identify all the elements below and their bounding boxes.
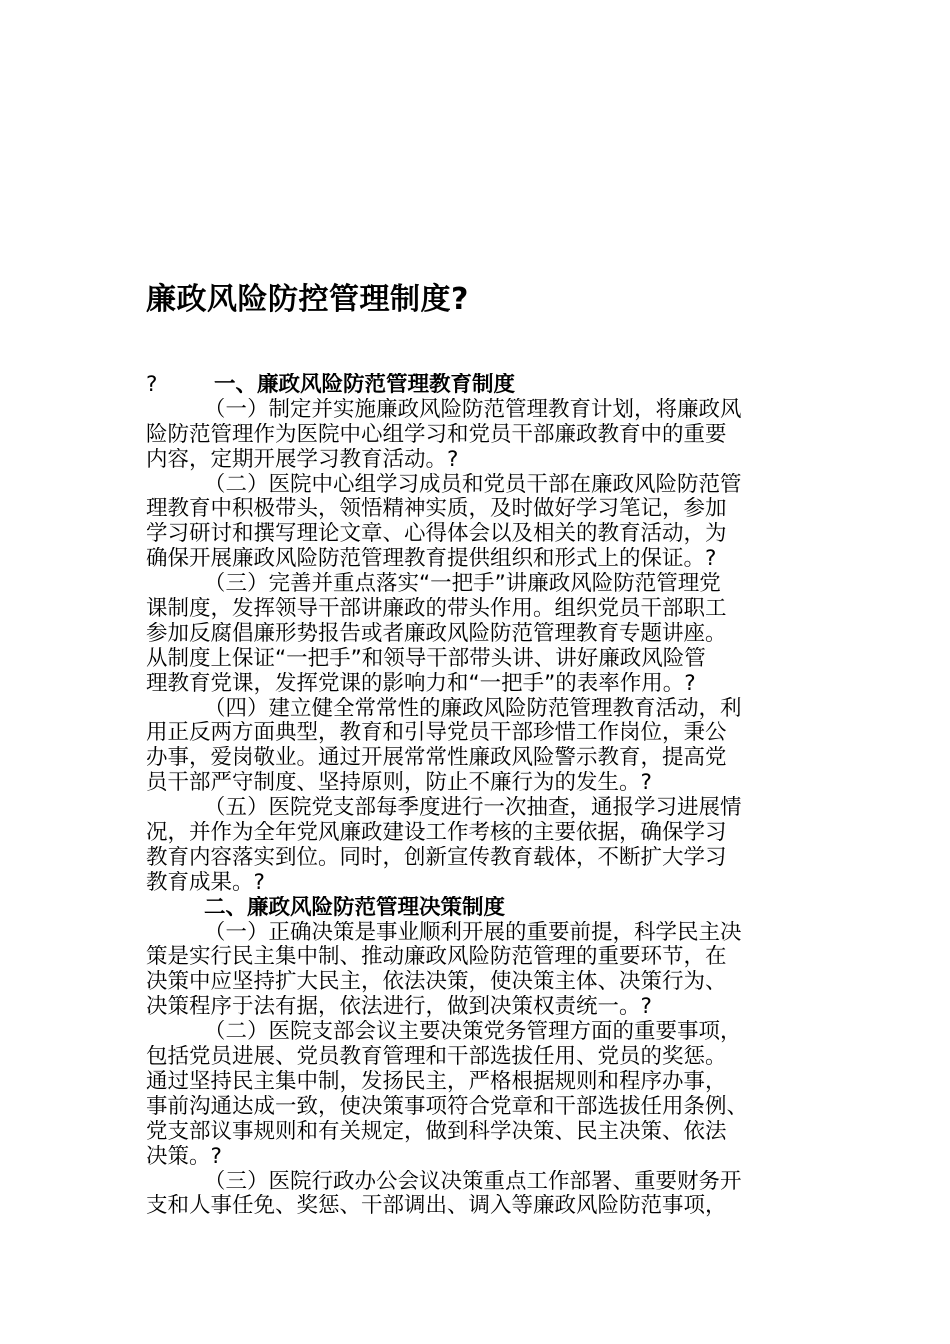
paragraph-line: 险防范管理作为医院中心组学习和党员干部廉政教育中的重要 bbox=[146, 422, 727, 447]
document-title: 廉政风险防控管理制度? bbox=[146, 282, 469, 317]
paragraph-line: 通过坚持民主集中制，发扬民主，严格根据规则和程序办事， bbox=[146, 1069, 727, 1094]
paragraph-line: 党支部议事规则和有关规定，做到科学决策、民主决策、依法 bbox=[146, 1119, 727, 1144]
paragraph-line: 决策中应坚持扩大民主，依法决策，使决策主体、决策行为、 bbox=[146, 970, 727, 995]
paragraph-first-line: （三）完善并重点落实“一把手”讲廉政风险防范管理党 bbox=[204, 572, 721, 597]
paragraph-line: 决策。? bbox=[146, 1144, 222, 1169]
lead-marker: ? bbox=[146, 373, 158, 397]
paragraph-first-line: （二）医院支部会议主要决策党务管理方面的重要事项， bbox=[204, 1020, 742, 1045]
paragraph-line: 用正反两方面典型，教育和引导党员干部珍惜工作岗位，秉公 bbox=[146, 721, 727, 746]
paragraph-line: 学习研讨和撰写理论文章、心得体会以及相关的教育活动，为 bbox=[146, 522, 727, 547]
paragraph-line: 策是实行民主集中制、推动廉政风险防范管理的重要环节，在 bbox=[146, 945, 727, 970]
paragraph-line: 支和人事任免、奖惩、干部调出、调入等廉政风险防范事项， bbox=[146, 1194, 727, 1219]
section-heading bbox=[146, 373, 806, 398]
paragraph-line: 教育内容落实到位。同时，创新宣传教育载体，不断扩大学习 bbox=[146, 845, 727, 870]
paragraph-line: 教育成果。? bbox=[146, 870, 265, 895]
paragraph-line: 理教育中积极带头，领悟精神实质，及时做好学习笔记，参加 bbox=[146, 497, 727, 522]
document-body bbox=[146, 373, 806, 1219]
paragraph-line: 内容，定期开展学习教育活动。? bbox=[146, 447, 459, 472]
paragraph-first-line: （一）制定并实施廉政风险防范管理教育计划，将廉政风 bbox=[204, 397, 742, 422]
section-heading: 二、廉政风险防范管理决策制度 bbox=[204, 895, 506, 920]
paragraph-first-line: （五）医院党支部每季度进行一次抽查，通报学习进展情 bbox=[204, 796, 742, 821]
paragraph-line: 包括党员进展、党员教育管理和干部选拔任用、党员的奖惩。 bbox=[146, 1045, 727, 1070]
paragraph-first-line: （二）医院中心组学习成员和党员干部在廉政风险防范管 bbox=[204, 472, 742, 497]
paragraph-line: 课制度，发挥领导干部讲廉政的带头作用。组织党员干部职工 bbox=[146, 597, 727, 622]
section-heading-text: 一、廉政风险防范管理教育制度 bbox=[214, 373, 516, 397]
paragraph-line: 况，并作为全年党风廉政建设工作考核的主要依据，确保学习 bbox=[146, 821, 727, 846]
paragraph-first-line: （四）建立健全常常性的廉政风险防范管理教育活动，利 bbox=[204, 696, 742, 721]
paragraph-line: 员干部严守制度、坚持原则，防止不廉行为的发生。? bbox=[146, 771, 652, 796]
paragraph-first-line: （三）医院行政办公会议决策重点工作部署、重要财务开 bbox=[204, 1169, 742, 1194]
paragraph-line: 办事，爱岗敬业。通过开展常常性廉政风险警示教育，提高党 bbox=[146, 746, 727, 771]
paragraph-line: 从制度上保证“一把手”和领导干部带头讲、讲好廉政风险管 bbox=[146, 646, 706, 671]
paragraph-line: 理教育党课，发挥党课的影响力和“一把手”的表率作用。? bbox=[146, 671, 696, 696]
paragraph-line: 决策程序于法有据，依法进行，做到决策权责统一。? bbox=[146, 995, 652, 1020]
paragraph-line: 参加反腐倡廉形势报告或者廉政风险防范管理教育专题讲座。 bbox=[146, 621, 727, 646]
paragraph-first-line: （一）正确决策是事业顺利开展的重要前提，科学民主决 bbox=[204, 920, 742, 945]
paragraph-line: 确保开展廉政风险防范管理教育提供组织和形式上的保证。? bbox=[146, 547, 717, 572]
paragraph-line: 事前沟通达成一致，使决策事项符合党章和干部选拔任用条例、 bbox=[146, 1094, 749, 1119]
